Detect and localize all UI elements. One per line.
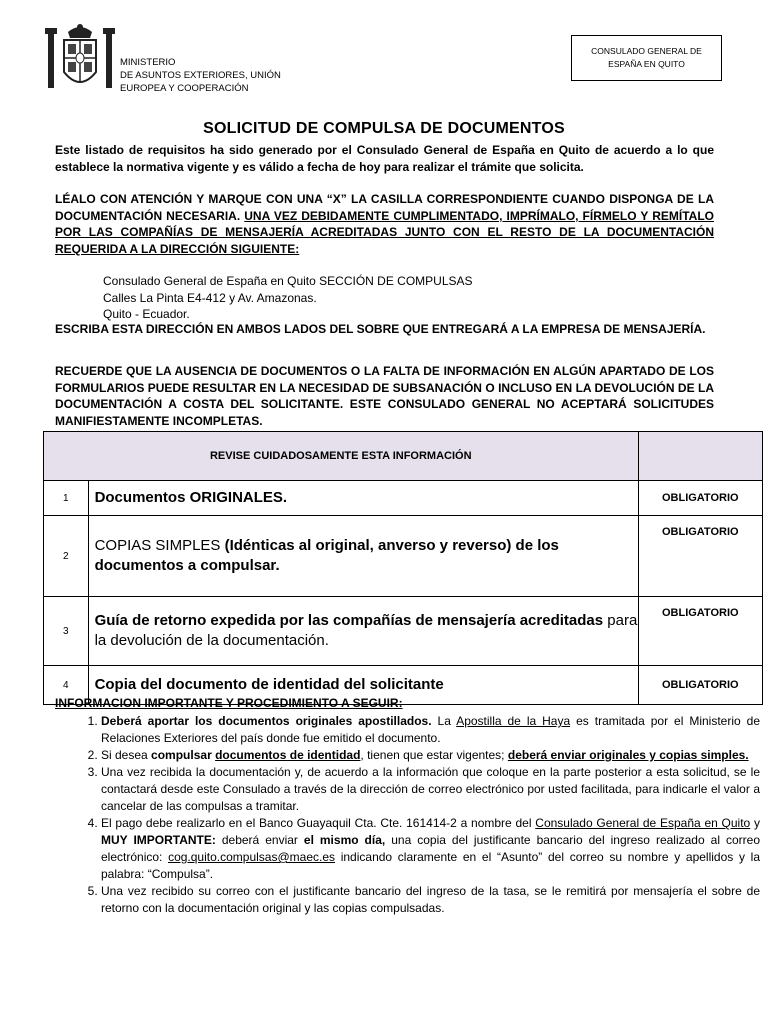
step-5: 5. Una vez recibido su correo con el justificante bancario del ingreso de la tasa, se le remitirá por mensajería el sobre de retorno con la documentación original y las copias compulsadas. <box>101 883 760 917</box>
consulado-line-2: ESPAÑA EN QUITO <box>608 59 685 69</box>
step-4-important: MUY IMPORTANTE: <box>101 833 216 847</box>
row-status: OBLIGATORIO <box>638 597 762 666</box>
step-4-end: indicando claramente en el “Asunto” del correo su nombre y apellidos y la palabra: “Compulsa”. <box>101 850 761 881</box>
coat-of-arms-icon <box>42 22 118 98</box>
row-description <box>88 481 638 516</box>
row-description-bold: Guía de retorno expedida por las compañías de mensajería acreditadas <box>94 612 604 629</box>
reminder-paragraph: RECUERDE QUE LA AUSENCIA DE DOCUMENTOS O LA FALTA DE INFORMACIÓN EN ALGÚN APARTADO DE LOS FORMULARIOS PUEDE RESULTAR EN LA NECESIDAD DE SUBSANACIÓN O INCLUSO EN LA DEVOLUCIÓN DE LA DOCUMENTACIÓN A COSTA DEL SOLICITANTE. ESTE CONSULADO GENERAL NO ACEPTARÁ SOLICITUDES MANIFIESTAMENTE INCOMPLETAS. <box>55 364 714 428</box>
address-line-2: Calles La Pinta E4-412 y Av. Amazonas. <box>103 290 317 305</box>
ministry-name <box>120 56 281 95</box>
address-block <box>103 273 473 323</box>
step-2-bold: compulsar <box>151 748 212 762</box>
procedure-steps <box>55 713 760 917</box>
row-number: 3 <box>44 597 89 666</box>
row-description-bold: (Idénticas al original, anverso y reverso) de los documentos a compulsar. <box>94 537 559 574</box>
ministry-line-2: DE ASUNTOS EXTERIORES, UNIÓN <box>120 70 281 81</box>
consulado-line-1: CONSULADO GENERAL DE <box>591 46 702 56</box>
step-2 <box>101 747 760 764</box>
warning-part-1: LÉALO CON ATENCIÓN Y MARQUE CON UNA “X” LA CASILLA CORRESPONDIENTE CUANDO DISPONGA DE LA DOCUMENTACIÓN NECESARIA. <box>55 192 714 223</box>
requirements-table <box>43 431 763 705</box>
ministry-line-1: MINISTERIO <box>120 57 176 68</box>
step-2-send-originals: deberá enviar originales y copias simples. <box>507 748 749 762</box>
row-description <box>88 516 638 597</box>
info-section-title: INFORMACION IMPORTANTE Y PROCEDIMIENTO A SEGUIR: <box>55 696 403 710</box>
step-4-text: El pago debe realizarlo en el Banco Guayaquil Cta. Cte. 161414-2 a nombre del <box>101 816 536 830</box>
table-header-empty-cell <box>638 432 762 481</box>
step-2-text-mid: , tienen que estar vigentes; <box>360 748 508 762</box>
row-number: 4 <box>44 666 89 705</box>
envelope-note: ESCRIBA ESTA DIRECCIÓN EN AMBOS LADOS DEL SOBRE QUE ENTREGARÁ A LA EMPRESA DE MENSAJERÍA. <box>55 322 706 336</box>
step-1 <box>101 713 760 747</box>
address-line-3: Quito - Ecuador. <box>103 307 190 321</box>
row-description-bold: Copia del documento de identidad del solicitante <box>94 676 444 693</box>
step-4-and: y <box>750 816 760 830</box>
step-4-copy: una copia del justificante bancario del ingreso realizado al correo electrónico: <box>101 833 760 864</box>
step-4 <box>101 815 760 883</box>
row-status: OBLIGATORIO <box>638 481 762 516</box>
table-row[interactable] <box>44 516 763 597</box>
table-row[interactable] <box>44 597 763 666</box>
warning-paragraph <box>55 191 714 257</box>
consulado-box <box>571 35 722 81</box>
warning-part-2: UNA VEZ DEBIDAMENTE CUMPLIMENTADO, IMPRÍMALO, FÍRMELO Y REMÍTALO POR LAS COMPAÑÍAS DE MENSAJERÍA ACREDITADAS JUNTO CON EL RESTO DE LA DOCUMENTACIÓN REQUERIDA A LA DIRECCIÓN SIGUIENTE: <box>55 208 715 256</box>
row-description-pre: COPIAS SIMPLES <box>94 537 225 554</box>
page-title: SOLICITUD DE COMPULSA DE DOCUMENTOS <box>203 120 565 137</box>
step-1-text-end: es tramitada por el Ministerio de Relaciones Exteriores del país donde fue emitido el documento. <box>101 714 760 745</box>
apostille-link[interactable]: Apostilla de la Haya <box>456 714 571 728</box>
intro-paragraph: Este listado de requisitos ha sido generado por el Consulado General de España en Quito de acuerdo a lo que establece la normativa vigente y es válido a fecha de hoy para realizar el trámite que solicita. <box>55 143 714 174</box>
step-4-same-day: el mismo día, <box>303 833 386 847</box>
step-4-consulado: Consulado General de España en Quito <box>535 816 751 830</box>
step-2-text: Si desea <box>101 748 152 762</box>
document-header <box>0 0 768 110</box>
email-link[interactable]: cog.quito.compulsas@maec.es <box>168 850 336 864</box>
address-line-1: Consulado General de España en Quito SECCIÓN DE COMPULSAS <box>103 274 473 288</box>
step-3: 3. Una vez recibida la documentación y, de acuerdo a la información que coloque en la parte posterior a esta solicitud, se le contactará desde este Consulado a través de la dirección de correo electrónico por usted facilitada, para indicarle el valor a cancelar de las compulsas a tramitar. <box>101 764 760 815</box>
step-1-text: La <box>431 714 457 728</box>
row-description-bold: Documentos ORIGINALES. <box>94 489 288 506</box>
row-description <box>88 597 638 666</box>
row-description-rest: para la devolución de la documentación. <box>94 612 638 649</box>
table-header-row <box>44 432 763 481</box>
step-2-identity-docs: documentos de identidad <box>215 748 361 762</box>
row-status: OBLIGATORIO <box>638 516 762 597</box>
ministry-line-3: EUROPEA Y COOPERACIÓN <box>120 83 249 94</box>
table-row[interactable] <box>44 481 763 516</box>
step-1-bold: Deberá aportar los documentos originales apostillados. <box>101 714 432 728</box>
row-status: OBLIGATORIO <box>638 666 762 705</box>
row-number: 1 <box>44 481 89 516</box>
row-number: 2 <box>44 516 89 597</box>
table-header-cell: REVISE CUIDADOSAMENTE ESTA INFORMACIÓN <box>44 432 639 481</box>
step-4-send: deberá enviar <box>215 833 304 847</box>
